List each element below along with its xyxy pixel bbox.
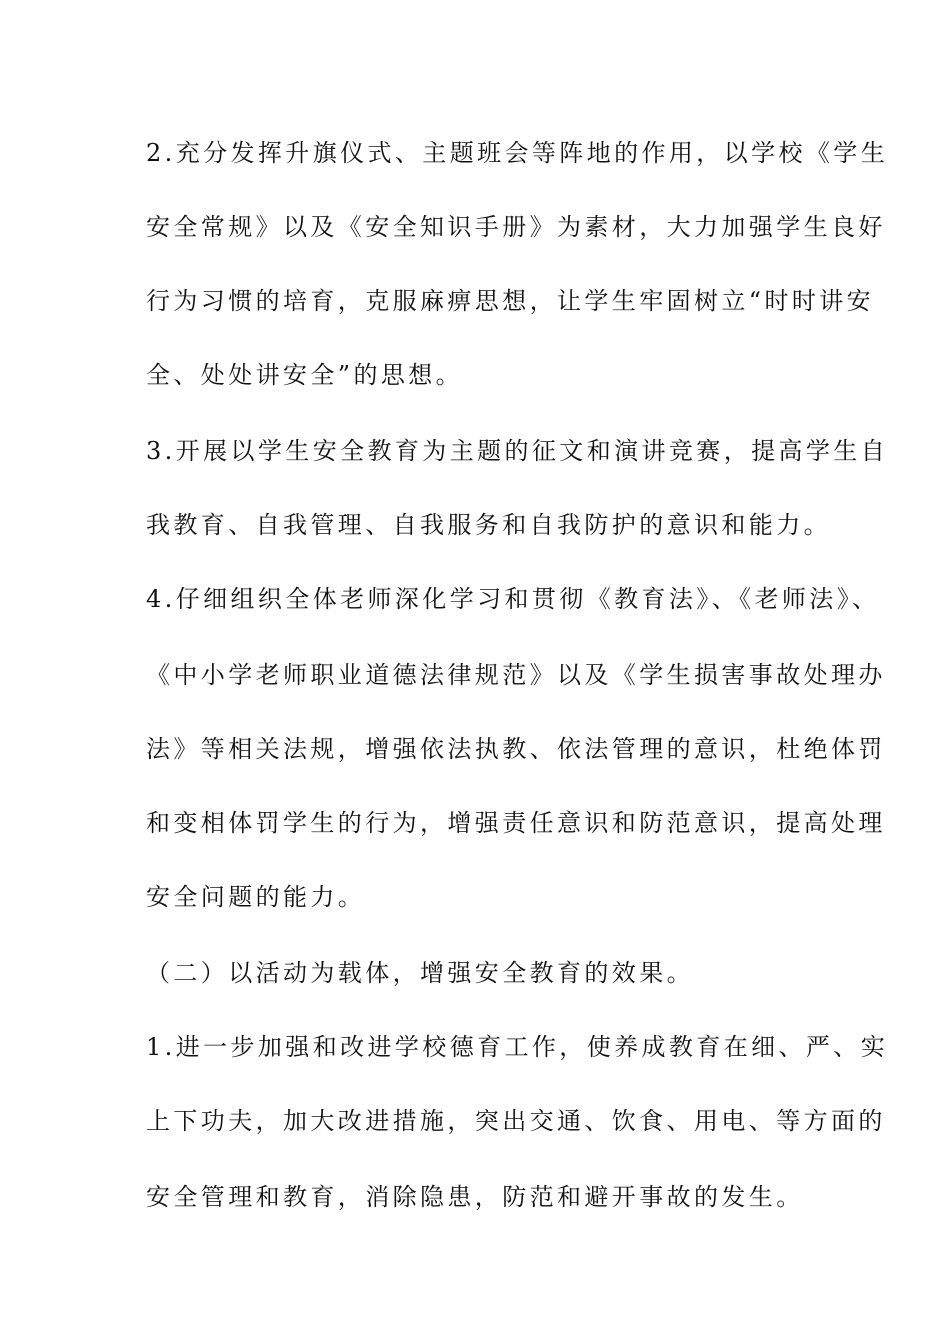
text-line: 4.仔细组织全体老师深化学习和贯彻《教育法》、《老师法》、: [146, 585, 880, 613]
text-line: 2.充分发挥升旗仪式、主题班会等阵地的作用，以学校《学生: [146, 139, 889, 167]
text-line: 安全问题的能力。: [146, 883, 366, 911]
text-line: 1.进一步加强和改进学校德育工作，使养成教育在细、严、实: [146, 1033, 889, 1061]
section-heading: （二）以活动为载体，增强安全教育的效果。: [146, 959, 694, 987]
text-line: 我教育、自我管理、自我服务和自我防护的意识和能力。: [146, 511, 831, 539]
text-line: 安全管理和教育，消除隐患，防范和避开事故的发生。: [146, 1183, 804, 1211]
text-line: 行为习惯的培育，克服麻痹思想，让学生牢固树立“时时讲安: [146, 287, 875, 315]
text-line: 和变相体罚学生的行为，增强责任意识和防范意识，提高处理: [146, 809, 886, 837]
text-line: 全、处处讲安全”的思想。: [146, 361, 464, 389]
text-line: 《中小学老师职业道德法律规范》以及《学生损害事故处理办: [146, 661, 886, 689]
text-line: 上下功夫，加大改进措施，突出交通、饮食、用电、等方面的: [146, 1107, 886, 1135]
text-line: 3.开展以学生安全教育为主题的征文和演讲竞赛，提高学生自: [146, 437, 889, 465]
text-line: 安全常规》以及《安全知识手册》为素材，大力加强学生良好: [146, 213, 886, 241]
text-line: 法》等相关法规，增强依法执教、依法管理的意识，杜绝体罚: [146, 735, 886, 763]
